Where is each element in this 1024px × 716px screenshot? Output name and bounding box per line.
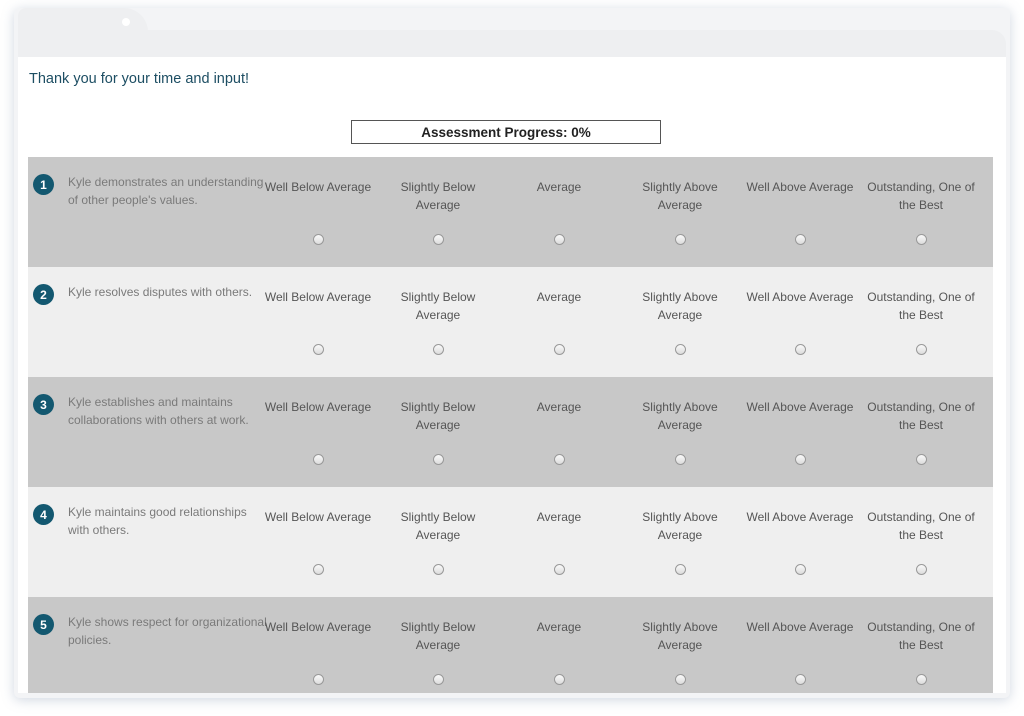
rating-radio-button[interactable] (554, 454, 565, 465)
rating-radio-button[interactable] (916, 234, 927, 245)
rating-option-label: Outstanding, One of the Best (867, 510, 975, 542)
rating-radio-button[interactable] (433, 564, 444, 575)
rating-option-label: Well Below Average (264, 400, 372, 414)
rating-radio-button[interactable] (554, 234, 565, 245)
question-text: Kyle establishes and maintains collaborations with others at work. (68, 395, 249, 427)
tab-dot-icon (122, 18, 130, 26)
question-row (28, 377, 993, 487)
rating-radio-button[interactable] (916, 344, 927, 355)
rating-radio-button[interactable] (795, 234, 806, 245)
rating-option-label: Slightly Below Average (400, 180, 476, 212)
rating-option-label: Slightly Above Average (642, 400, 718, 432)
rating-radio-button[interactable] (916, 564, 927, 575)
question-text: Kyle maintains good relationships with others. (68, 505, 247, 537)
rating-radio-button[interactable] (675, 674, 686, 685)
rating-radio-button[interactable] (675, 234, 686, 245)
rating-radio-button[interactable] (433, 454, 444, 465)
rating-radio-button[interactable] (554, 344, 565, 355)
rating-option-label: Average (536, 620, 582, 634)
question-row (28, 157, 993, 267)
rating-radio-button[interactable] (554, 674, 565, 685)
rating-option-label: Slightly Below Average (400, 510, 476, 542)
rating-radio-button[interactable] (675, 564, 686, 575)
rating-option-label: Well Below Average (264, 510, 372, 524)
thanks-message: Thank you for your time and input! (29, 71, 250, 87)
question-number-badge: 3 (33, 394, 54, 415)
question-list (28, 157, 993, 693)
rating-option-label: Slightly Below Average (400, 400, 476, 432)
rating-radio-button[interactable] (433, 344, 444, 355)
rating-option-label: Well Above Average (746, 290, 854, 304)
rating-radio-button[interactable] (313, 564, 324, 575)
question-row (28, 597, 993, 693)
rating-option-label: Well Below Average (264, 290, 372, 304)
rating-radio-button[interactable] (433, 674, 444, 685)
rating-option-label: Average (536, 180, 582, 194)
rating-radio-button[interactable] (313, 344, 324, 355)
rating-radio-button[interactable] (795, 674, 806, 685)
rating-option-label: Outstanding, One of the Best (867, 180, 975, 212)
rating-option-label: Slightly Above Average (642, 290, 718, 322)
question-text: Kyle shows respect for organizational policies. (68, 615, 267, 647)
rating-option-label: Slightly Below Average (400, 290, 476, 322)
rating-option-label: Average (536, 290, 582, 304)
rating-radio-button[interactable] (313, 454, 324, 465)
rating-option-label: Slightly Below Average (400, 620, 476, 652)
rating-radio-button[interactable] (795, 454, 806, 465)
rating-option-label: Well Above Average (746, 400, 854, 414)
form-header-bar (18, 30, 1006, 58)
question-row (28, 487, 993, 597)
assessment-progress: Assessment Progress: 0% (351, 120, 661, 144)
rating-option-label: Slightly Above Average (642, 510, 718, 542)
rating-option-label: Outstanding, One of the Best (867, 290, 975, 322)
rating-option-label: Well Below Average (264, 180, 372, 194)
rating-option-label: Slightly Above Average (642, 180, 718, 212)
question-number-badge: 5 (33, 614, 54, 635)
rating-radio-button[interactable] (795, 344, 806, 355)
rating-radio-button[interactable] (795, 564, 806, 575)
rating-option-label: Average (536, 400, 582, 414)
rating-radio-button[interactable] (916, 674, 927, 685)
rating-option-label: Outstanding, One of the Best (867, 620, 975, 652)
rating-radio-button[interactable] (313, 234, 324, 245)
form-tab (18, 8, 148, 58)
rating-radio-button[interactable] (916, 454, 927, 465)
question-row (28, 267, 993, 377)
rating-radio-button[interactable] (313, 674, 324, 685)
rating-option-label: Slightly Above Average (642, 620, 718, 652)
rating-radio-button[interactable] (675, 454, 686, 465)
question-text: Kyle demonstrates an understanding of other people's values. (68, 175, 264, 207)
rating-option-label: Average (536, 510, 582, 524)
rating-radio-button[interactable] (554, 564, 565, 575)
rating-option-label: Well Below Average (264, 620, 372, 634)
question-number-badge: 1 (33, 174, 54, 195)
rating-option-label: Well Above Average (746, 180, 854, 194)
question-number-badge: 2 (33, 284, 54, 305)
question-number-badge: 4 (33, 504, 54, 525)
assessment-panel (18, 57, 1006, 693)
rating-option-label: Outstanding, One of the Best (867, 400, 975, 432)
question-text: Kyle resolves disputes with others. (68, 285, 253, 299)
rating-option-label: Well Above Average (746, 510, 854, 524)
rating-option-label: Well Above Average (746, 620, 854, 634)
rating-radio-button[interactable] (433, 234, 444, 245)
rating-radio-button[interactable] (675, 344, 686, 355)
